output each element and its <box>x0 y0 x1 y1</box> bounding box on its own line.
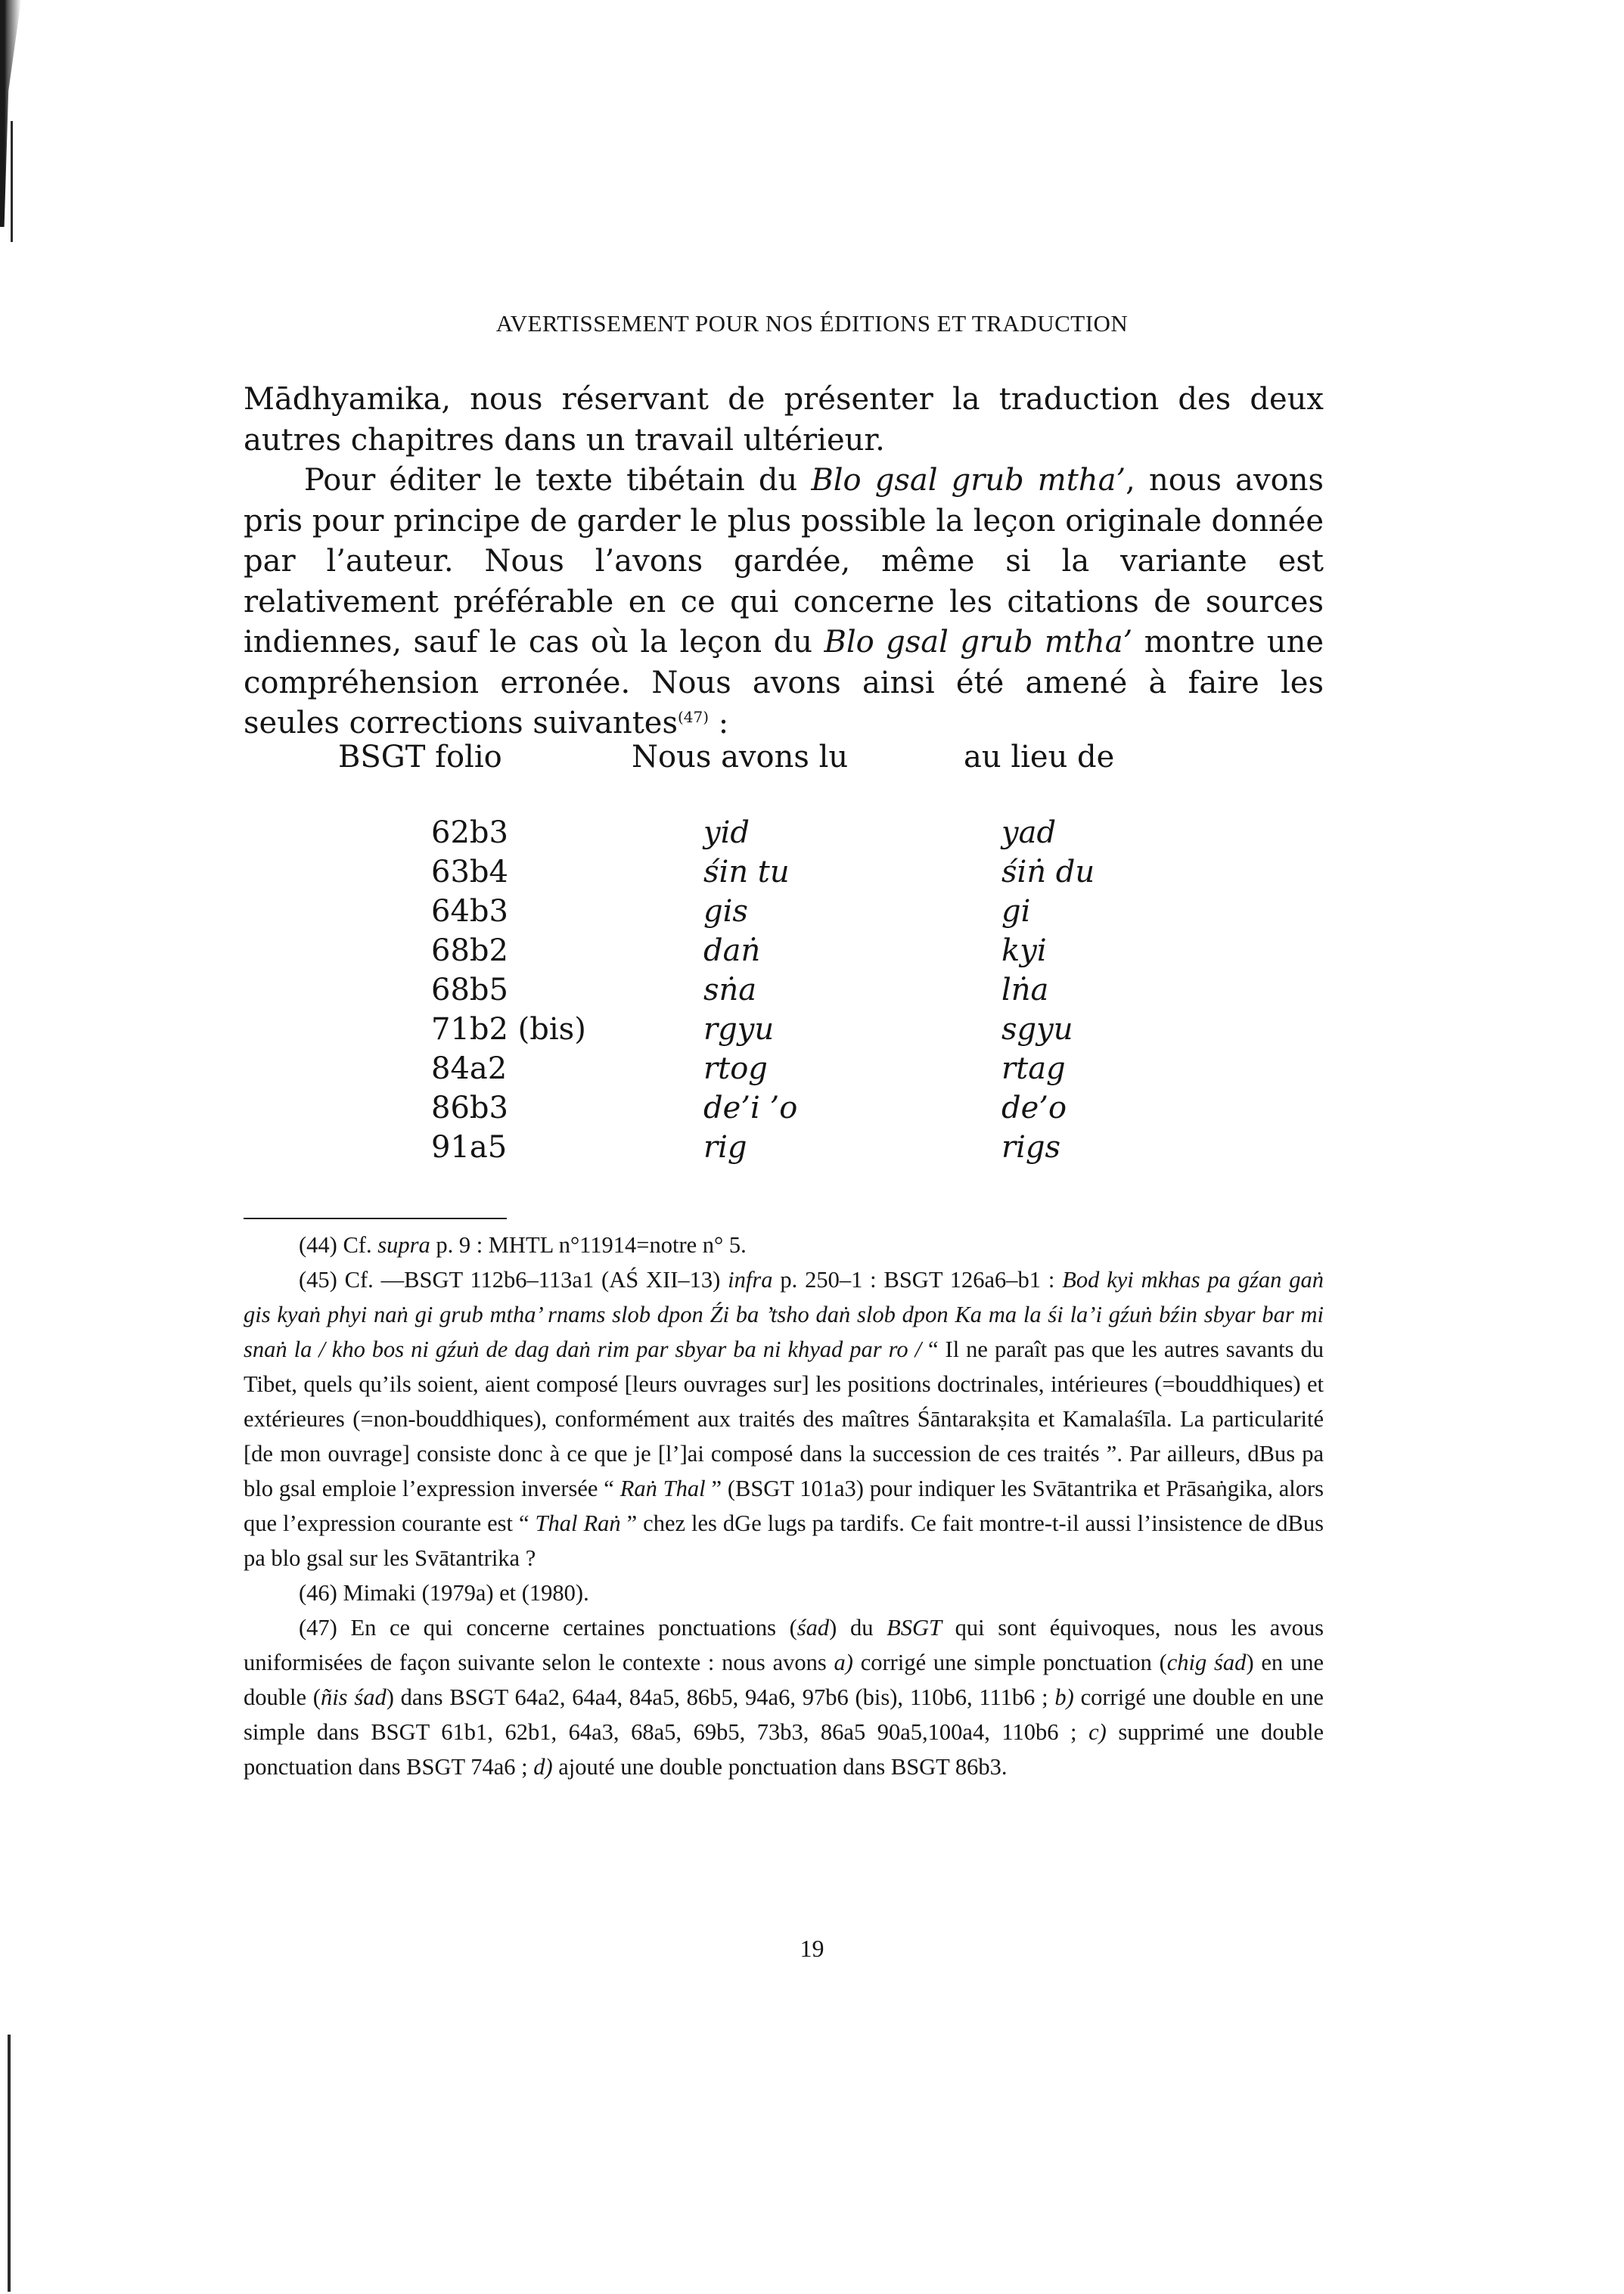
footnote-47 <box>244 1610 1324 1784</box>
header-folio: BSGT folio <box>338 740 502 774</box>
italic-run: d) <box>533 1754 553 1780</box>
footnote-number: (47) <box>299 1615 337 1641</box>
footnote-number: (44) <box>299 1232 337 1258</box>
text-run: Cf. —BSGT 112b6–113a1 (AŚ XII–13) <box>337 1267 728 1293</box>
footnote-44 <box>244 1228 1324 1262</box>
text-run: : <box>709 706 729 740</box>
italic-run: Thal Raṅ <box>535 1510 621 1536</box>
reading-cell: rgyu <box>703 1012 775 1047</box>
text-run: Pour éditer le texte tibétain du <box>304 463 812 498</box>
reading-cell: gis <box>703 894 748 929</box>
reading-cell: yid <box>703 815 750 850</box>
table-row <box>244 1012 1324 1051</box>
book-title: Blo gsal grub mtha’ <box>811 463 1126 498</box>
table-row <box>244 1051 1324 1091</box>
folio-cell: 62b3 <box>431 815 508 850</box>
reading-cell: sṅa <box>703 973 757 1007</box>
text-run: qui sont équivoques, nous les avous uniformisées de façon suivante selon le contexte : nous avons <box>244 1615 1324 1675</box>
paragraph-1: Mādhyamika, nous réservant de présenter la traduction des deux autres chapitres dans un travail ultérieur. <box>244 382 1324 458</box>
original-cell: śiṅ du <box>1001 855 1095 889</box>
original-cell: kyi <box>1001 933 1047 968</box>
original-cell: sgyu <box>1001 1012 1073 1047</box>
table-row <box>244 815 1324 855</box>
note-reference: (47) <box>677 708 710 726</box>
footnote-45 <box>244 1262 1324 1575</box>
scan-edge-line <box>8 2035 11 2292</box>
text-run: ) dans BSGT 64a2, 64a4, 84a5, 86b5, 94a6, 97b6 (bis), 110b6, 111b6 ; <box>386 1684 1055 1710</box>
scan-edge-line <box>11 121 13 242</box>
footnote-rule <box>244 1218 507 1219</box>
paragraph-2 <box>244 461 1324 744</box>
folio-cell: 91a5 <box>431 1130 508 1165</box>
italic-run: Raṅ Thal <box>619 1476 706 1501</box>
footnotes <box>244 1228 1324 1784</box>
italic-run: BSGT <box>887 1615 942 1641</box>
text-run: p. 9 : MHTL n°11914=notre n° 5. <box>430 1232 747 1258</box>
original-cell: rtag <box>1001 1051 1066 1086</box>
text-run: corrigé une double en une simple dans BSGT 61b1, 62b1, 64a3, 68a5, 69b5, 73b3, 86a5 90a5,100a4, 110b6 ; <box>244 1684 1324 1745</box>
running-head: AVERTISSEMENT POUR NOS ÉDITIONS ET TRADUCTION <box>495 310 1129 337</box>
reading-cell: de’i ’o <box>703 1091 798 1125</box>
italic-run: infra <box>728 1267 773 1293</box>
italic-run: chig śad <box>1166 1650 1247 1675</box>
table-row <box>244 933 1324 973</box>
text-run: , nous avons pris pour principe de garder le plus possible la leçon originale donnée par l’auteur. Nous l’avons gardée, même si la variante est relativement préférable en ce qui concerne les citations de sources indiennes, sauf le cas où la leçon du <box>244 463 1324 660</box>
table-row <box>244 855 1324 894</box>
text-run: Mimaki (1979a) et (1980). <box>337 1580 589 1606</box>
text-run: ) du <box>829 1615 887 1641</box>
original-cell: de’o <box>1001 1091 1067 1125</box>
italic-run: śad <box>796 1615 830 1641</box>
original-cell: lṅa <box>1001 973 1049 1007</box>
footnote-number: (46) <box>299 1580 337 1606</box>
body-text <box>244 380 1324 744</box>
original-cell: gi <box>1001 894 1031 929</box>
folio-cell: 68b2 <box>431 933 508 968</box>
table-row <box>244 894 1324 933</box>
text-run: ” (BSGT 101a3) pour indiquer les Svātantrika et Prāsaṅgika, alors que l’expression courante est “ <box>244 1476 1324 1536</box>
reading-cell: rtog <box>703 1051 768 1086</box>
text-run: p. 250–1 : BSGT 126a6–b1 : <box>772 1267 1063 1293</box>
folio-cell: 68b5 <box>431 973 508 1007</box>
italic-run: b) <box>1054 1684 1074 1710</box>
folio-cell: 64b3 <box>431 894 508 929</box>
reading-cell: śin tu <box>703 855 790 889</box>
corrections-table <box>244 740 1324 1165</box>
reading-cell: rig <box>703 1130 747 1165</box>
italic-run: supra <box>377 1232 430 1258</box>
text-run: En ce qui concerne certaines ponctuations ( <box>337 1615 797 1641</box>
folio-cell: 71b2 (bis) <box>431 1012 586 1047</box>
text-run: “ Il ne paraît pas que les autres savants du Tibet, quels qu’ils soient, aient composé [leurs ouvrages sur] les positions doctrinales, intérieures (=bouddhiques) et extérieures (=non-bouddhiques), conformément aux traités des maîtres Śāntarakṣita et Kamalaśīla. La particularité [de mon ouvrage] consiste donc à ce que je [l’]ai composé dans la succession de ces traités ”. Par ailleurs, dBus pa blo gsal emploie l’expression inversée “ <box>244 1336 1324 1501</box>
table-body <box>244 815 1324 1169</box>
table-row <box>244 1091 1324 1130</box>
reading-cell: daṅ <box>703 933 761 968</box>
header-read: Nous avons lu <box>632 740 849 774</box>
text-run: montre une compréhension erronée. Nous avons ainsi été amené à faire les seules corrections suivantes <box>244 625 1324 740</box>
book-title: Blo gsal grub mtha’ <box>824 625 1133 660</box>
italic-run: ñis śad <box>320 1684 387 1710</box>
text-run: Cf. <box>337 1232 378 1258</box>
footnote-46 <box>244 1575 1324 1610</box>
table-row <box>244 973 1324 1012</box>
text-run: ajouté une double ponctuation dans BSGT 86b3. <box>552 1754 1008 1780</box>
text-run: ) en une double ( <box>244 1650 1324 1710</box>
folio-cell: 63b4 <box>431 855 508 889</box>
footnote-number: (45) <box>299 1267 337 1293</box>
folio-cell: 86b3 <box>431 1091 508 1125</box>
text-run: supprimé une double ponctuation dans BSGT 74a6 ; <box>244 1719 1324 1780</box>
table-header <box>244 740 1324 793</box>
table-row <box>244 1130 1324 1169</box>
italic-run: c) <box>1088 1719 1107 1745</box>
original-cell: yad <box>1001 815 1057 850</box>
italic-run: a) <box>834 1650 853 1675</box>
folio-cell: 84a2 <box>431 1051 508 1086</box>
original-cell: rigs <box>1001 1130 1061 1165</box>
page-number: 19 <box>800 1935 824 1962</box>
text-run: ” chez les dGe lugs pa tardifs. Ce fait montre-t-il aussi l’insistence de dBus pa blo gsal sur les Svātantrika ? <box>244 1510 1324 1571</box>
tibetan-quote: Bod kyi mkhas pa gźan gaṅ gis kyaṅ phyi naṅ gi grub mtha’ rnams slob dpon Źi ba ’tsho daṅ slob dpon Ka ma la śi la’i gźuṅ bźin sbyar bar mi snaṅ la / kho bos ni gźuṅ de dag daṅ rim par sbyar ba ni khyad par ro / <box>244 1267 1324 1362</box>
text-run: corrigé une simple ponctuation ( <box>852 1650 1167 1675</box>
header-instead: au lieu de <box>964 740 1115 774</box>
